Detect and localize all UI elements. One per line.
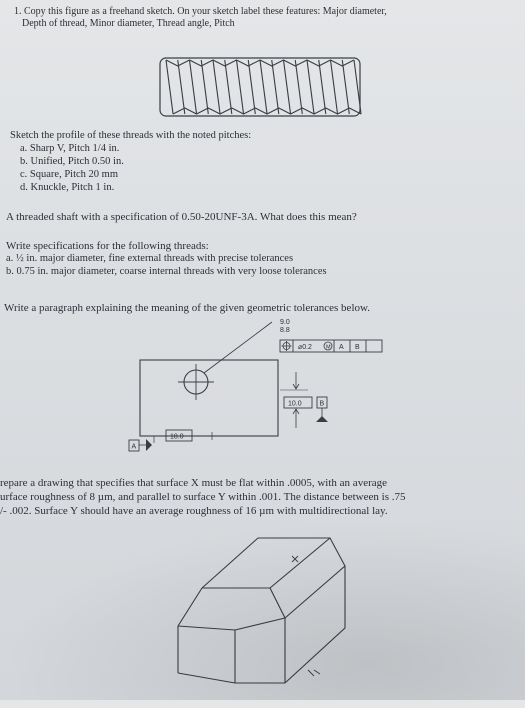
thread-crest-line xyxy=(237,60,244,114)
dim-horizontal: 18.0 xyxy=(170,433,184,441)
fcf-tolerance: ⌀0.2 xyxy=(298,344,312,351)
q6-line-2: urface roughness of 8 µm, and parallel to surface Y within .001. The distance between is .75 xyxy=(0,491,406,503)
thread-crest-line xyxy=(272,60,279,114)
q2-item-c: c. Square, Pitch 20 mm xyxy=(20,169,118,180)
dim-bottom: 8.8 xyxy=(280,327,290,334)
q2-item-b: b. Unified, Pitch 0.50 in. xyxy=(20,156,124,167)
thread-crest-line xyxy=(190,60,197,114)
dim-vertical: 10.0 xyxy=(288,400,302,408)
thread-crest-line xyxy=(295,60,302,114)
q6-line-3: /- .002. Surface Y should have an average roughness of 16 µm with multidirectional lay. xyxy=(0,505,388,517)
q4-item-b: b. 0.75 in. major diameter, coarse internal threads with very loose tolerances xyxy=(6,266,327,277)
thread-crest-line xyxy=(319,60,326,114)
thread-figure xyxy=(0,40,525,130)
q4-intro: Write specifications for the following threads: xyxy=(6,240,209,252)
q2-intro: Sketch the profile of these threads with the noted pitches: xyxy=(10,130,252,141)
thread-crest-line xyxy=(213,60,220,114)
thread-crest-line xyxy=(307,60,314,114)
position-icon xyxy=(282,341,292,351)
fcf-datum-1: A xyxy=(339,344,344,351)
thread-crest-line xyxy=(284,60,291,114)
gdt-drawing xyxy=(0,318,525,458)
q2-item-d: d. Knuckle, Pitch 1 in. xyxy=(20,182,115,193)
thread-crest-line xyxy=(342,60,349,114)
q5-text: Write a paragraph explaining the meaning of the given geometric tolerances below. xyxy=(4,302,370,314)
dim-top: 9.0 xyxy=(280,319,290,326)
q4-item-a: a. ½ in. major diameter, fine external threads with precise tolerances xyxy=(6,253,294,264)
block-3d-drawing xyxy=(0,518,525,708)
thread-crest-line xyxy=(225,60,232,114)
q2-item-a: a. Sharp V, Pitch 1/4 in. xyxy=(20,143,120,154)
thread-crest-line xyxy=(166,60,173,114)
thread-crest-line xyxy=(260,60,267,114)
fcf-datum-2: B xyxy=(355,344,360,351)
thread-crest-line xyxy=(331,60,338,114)
q1-line-1: 1. Copy this figure as a freehand sketch. On your sketch label these features: Major diameter, xyxy=(14,6,387,17)
feature-control-frame xyxy=(280,340,382,352)
q3-text: A threaded shaft with a specification of 0.50-20UNF-3A. What does this mean? xyxy=(6,211,357,223)
datum-a-label: A xyxy=(131,443,137,451)
datum-b-label: B xyxy=(319,400,325,408)
surface-y-mark-icon xyxy=(308,670,320,676)
thread-crest-line xyxy=(201,60,208,114)
datum-a-triangle-icon xyxy=(146,439,152,451)
datum-b-triangle-icon xyxy=(316,416,328,422)
fcf-modifier: M xyxy=(326,344,331,351)
q1-line-2: Depth of thread, Minor diameter, Thread angle, Pitch xyxy=(22,18,235,29)
thread-crest-line xyxy=(178,60,185,114)
q6-line-1: repare a drawing that specifies that surface X must be flat within .0005, with an average xyxy=(0,477,387,489)
surface-x-mark-icon xyxy=(292,556,298,562)
thread-crest-line xyxy=(248,60,255,114)
